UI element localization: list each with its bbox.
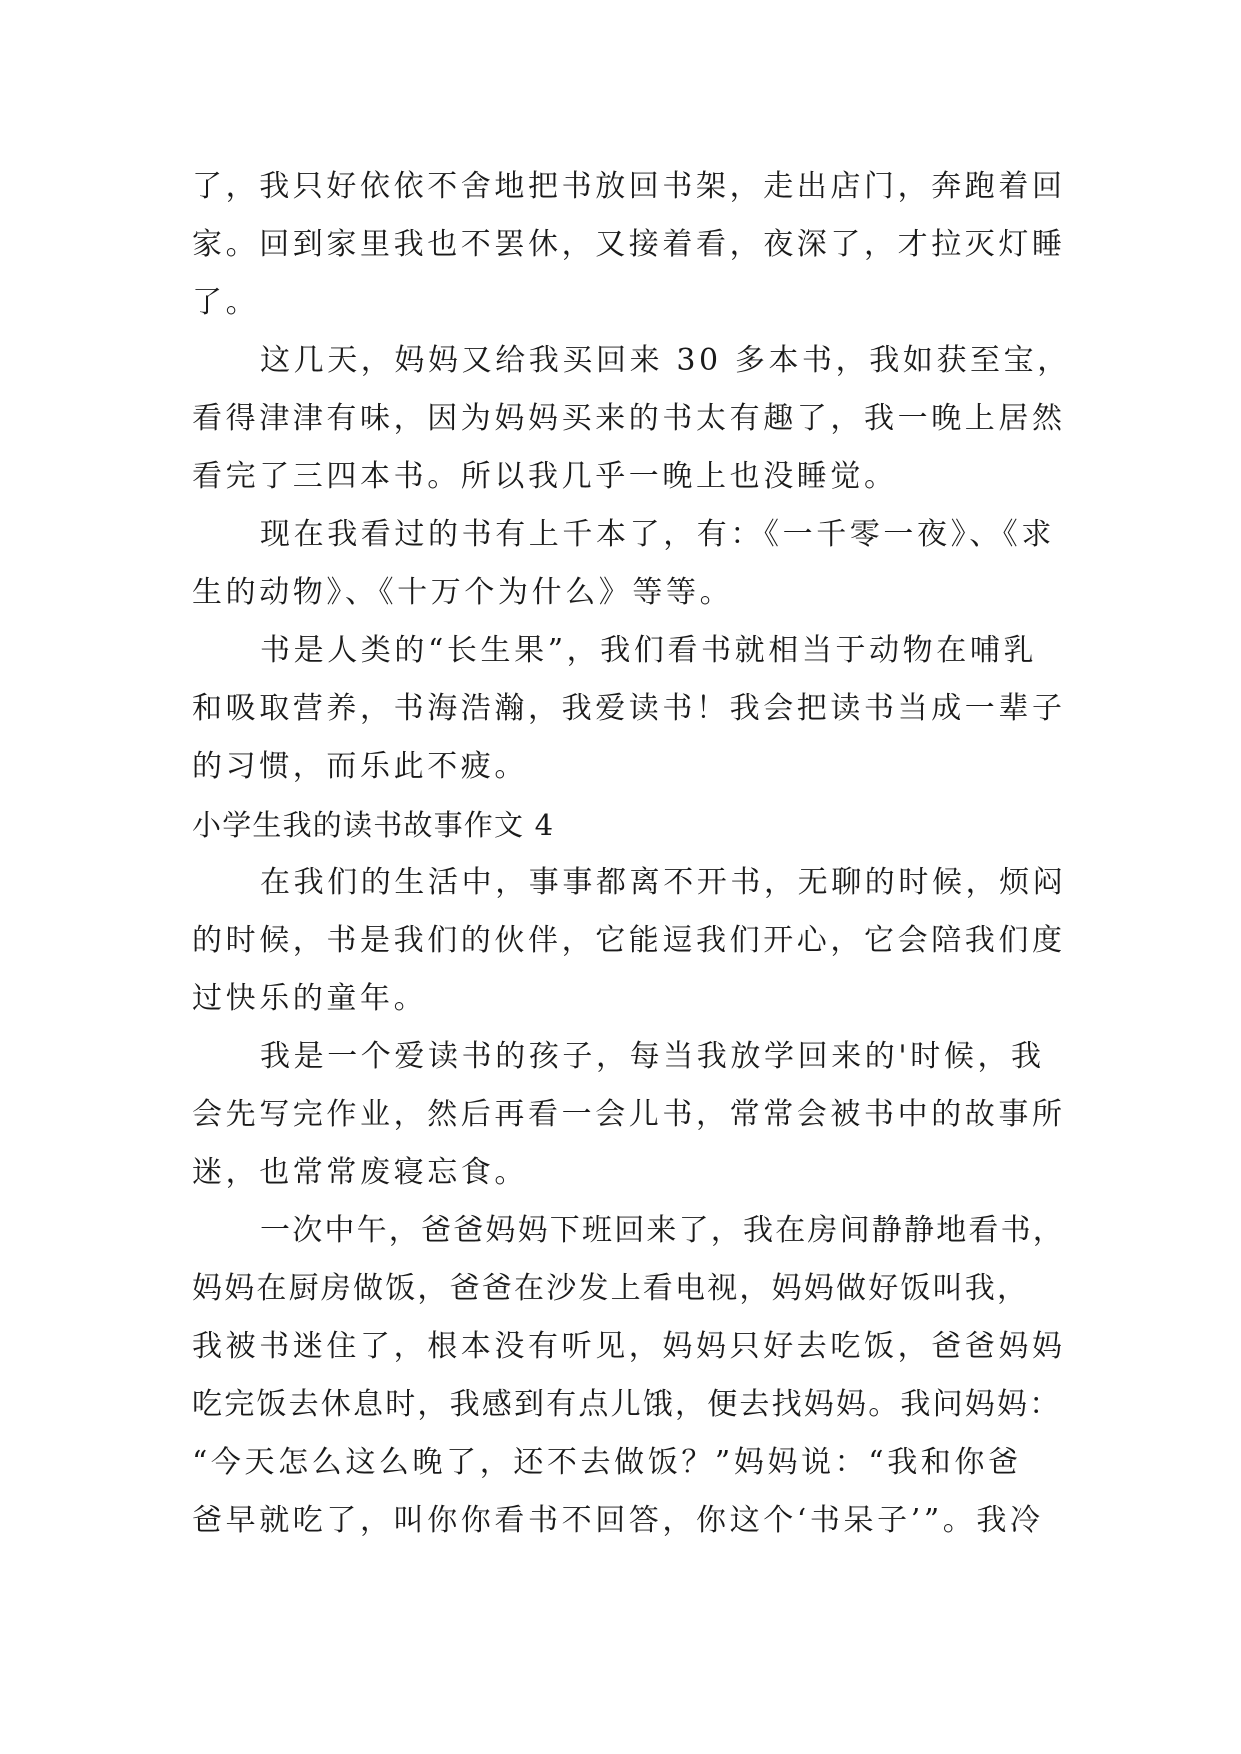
text-line-11: 的习惯，而乐此不疲。 <box>192 749 528 784</box>
text-line-22: 吃完饭去休息时，我感到有点儿饿，便去找妈妈。我问妈妈： <box>192 1387 1062 1422</box>
text-line-16: 我是一个爱读书的孩子，每当我放学回来的'时候，我 <box>260 1039 1045 1074</box>
text-line-5: 看得津津有味，因为妈妈买来的书太有趣了，我一晚上居然 <box>192 401 1066 436</box>
text-line-10: 和吸取营养，书海浩瀚，我爱读书！我会把读书当成一辈子 <box>192 691 1066 726</box>
text-line-17: 会先写完作业，然后再看一会儿书，常常会被书中的故事所 <box>192 1097 1066 1132</box>
text-line-1: 了，我只好依依不舍地把书放回书架，走出店门，奔跑着回 <box>192 169 1066 204</box>
text-line-2: 家。回到家里我也不罢休，又接着看，夜深了，才拉灭灯睡 <box>192 227 1066 262</box>
document-body <box>192 158 1071 1550</box>
text-line-6: 看完了三四本书。所以我几乎一晚上也没睡觉。 <box>192 459 898 494</box>
text-line-3: 了。 <box>192 285 260 320</box>
text-line-18: 迷，也常常废寝忘食。 <box>192 1155 528 1190</box>
text-line-7: 现在我看过的书有上千本了，有：《一千零一夜》、《求 <box>260 517 1055 552</box>
text-line-14: 的时候，书是我们的伙伴，它能逗我们开心，它会陪我们度 <box>192 923 1066 958</box>
text-line-13: 在我们的生活中，事事都离不开书，无聊的时候，烦闷 <box>260 865 1067 900</box>
text-line-23: “今天怎么这么晚了，还不去做饭？”妈妈说：“我和你爸 <box>192 1445 1022 1480</box>
text-line-9: 书是人类的“长生果”，我们看书就相当于动物在哺乳 <box>260 633 1038 668</box>
text-line-21: 我被书迷住了，根本没有听见，妈妈只好去吃饭，爸爸妈妈 <box>192 1329 1066 1364</box>
text-line-19: 一次中午，爸爸妈妈下班回来了，我在房间静静地看书， <box>260 1213 1065 1248</box>
text-line-4: 这几天，妈妈又给我买回来 30 多本书，我如获至宝， <box>260 343 1071 378</box>
section-heading: 小学生我的读书故事作文 4 <box>192 808 555 842</box>
text-line-24: 爸早就吃了，叫你你看书不回答，你这个‘书呆子’”。我冷 <box>192 1503 1044 1538</box>
text-line-8: 生的动物》、《十万个为什么》等等。 <box>192 575 734 610</box>
text-line-20: 妈妈在厨房做饭，爸爸在沙发上看电视，妈妈做好饭叫我， <box>192 1271 1030 1306</box>
text-line-15: 过快乐的童年。 <box>192 981 428 1016</box>
